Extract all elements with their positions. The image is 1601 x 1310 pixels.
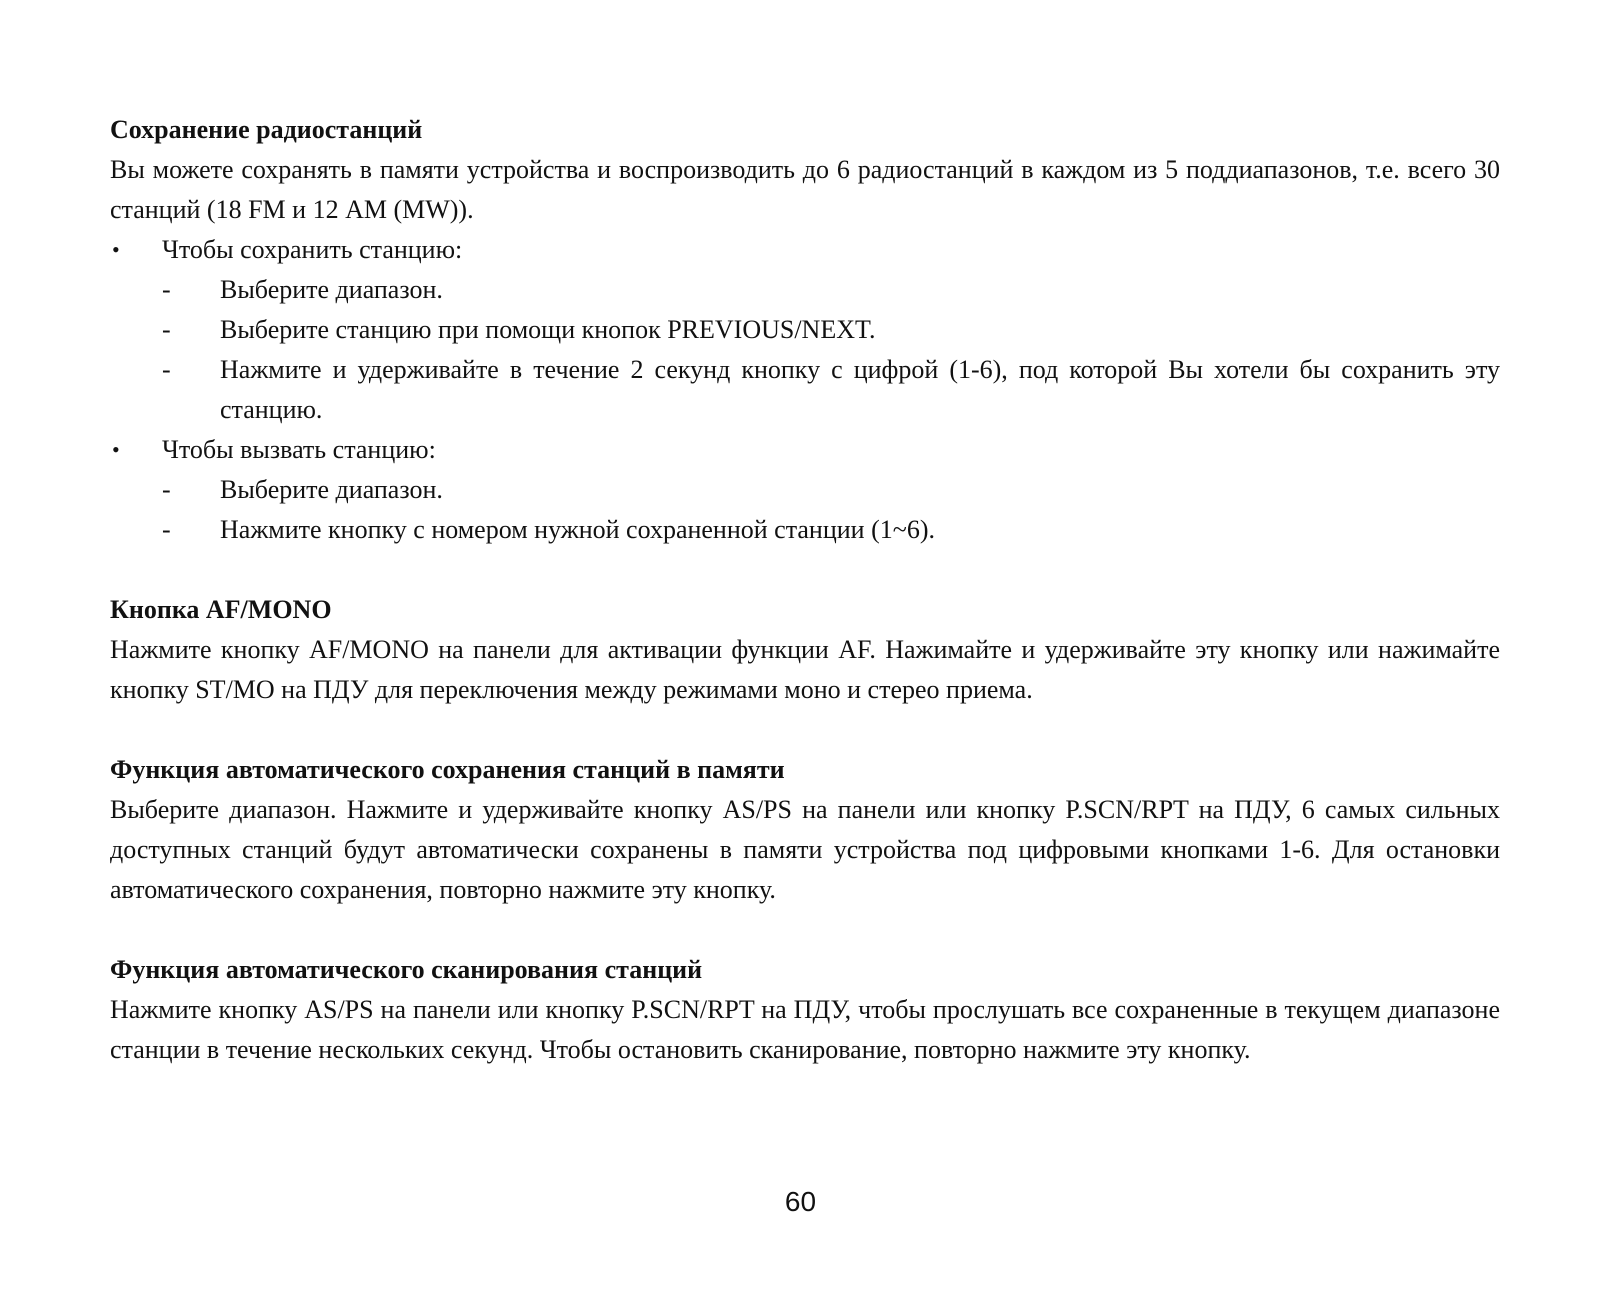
step-item bbox=[110, 270, 1500, 310]
section-save-stations bbox=[110, 110, 1500, 550]
section-spacer bbox=[110, 910, 1500, 950]
dash-marker: - bbox=[162, 475, 171, 504]
section-heading: Функция автоматического сохранения станций в памяти bbox=[110, 755, 785, 784]
bullet-marker: • bbox=[112, 437, 120, 462]
section-paragraph: Нажмите кнопку AF/MONO на панели для активации функции AF. Нажимайте и удерживайте эту кнопку или нажимайте кнопку ST/MO на ПДУ для переключения между режимами моно и стерео приема. bbox=[110, 635, 1500, 704]
section-auto-scan bbox=[110, 950, 1500, 1070]
section-heading: Сохранение радиостанций bbox=[110, 115, 423, 144]
step-item bbox=[110, 470, 1500, 510]
section-auto-store bbox=[110, 750, 1500, 910]
section-af-mono bbox=[110, 590, 1500, 710]
step-item bbox=[110, 510, 1500, 550]
step-item bbox=[110, 310, 1500, 350]
bullet-text: Чтобы сохранить станцию: bbox=[162, 235, 463, 264]
bullet-item bbox=[110, 430, 1500, 470]
section-paragraph: Вы можете сохранять в памяти устройства и воспроизводить до 6 радиостанций в каждом из 5 поддиапазонов, т.е. всего 30 станций (18 FM и 12 AM (MW)). bbox=[110, 155, 1500, 224]
step-text: Выберите диапазон. bbox=[220, 275, 443, 304]
section-paragraph: Выберите диапазон. Нажмите и удерживайте кнопку AS/PS на панели или кнопку P.SCN/RPT на ПДУ, 6 самых сильных доступных станций будут автоматически сохранены в памяти устройства под цифровыми кнопками 1-6. Для остановки автоматического сохранения, повторно нажмите эту кнопку. bbox=[110, 795, 1500, 904]
section-paragraph: Нажмите кнопку AS/PS на панели или кнопку P.SCN/RPT на ПДУ, чтобы прослушать все сохраненные в текущем диапазоне станции в течение нескольких секунд. Чтобы остановить сканирование, повторно нажмите эту кнопку. bbox=[110, 995, 1500, 1064]
section-heading: Функция автоматического сканирования станций bbox=[110, 955, 703, 984]
section-spacer bbox=[110, 710, 1500, 750]
step-text: Нажмите кнопку с номером нужной сохраненной станции (1~6). bbox=[220, 515, 935, 544]
step-text: Выберите диапазон. bbox=[220, 475, 443, 504]
page-number: 60 bbox=[784, 1186, 817, 1217]
step-item bbox=[110, 350, 1500, 430]
bullet-text: Чтобы вызвать станцию: bbox=[162, 435, 436, 464]
bullet-item bbox=[110, 230, 1500, 270]
section-spacer bbox=[110, 550, 1500, 590]
step-text: Нажмите и удерживайте в течение 2 секунд кнопку с цифрой (1-6), под которой Вы хотели бы сохранить эту станцию. bbox=[220, 355, 1500, 424]
section-heading: Кнопка AF/MONO bbox=[110, 595, 332, 624]
dash-marker: - bbox=[162, 315, 171, 344]
document-page bbox=[110, 110, 1500, 1070]
dash-marker: - bbox=[162, 515, 171, 544]
step-text: Выберите станцию при помощи кнопок PREVIOUS/NEXT. bbox=[220, 315, 876, 344]
dash-marker: - bbox=[162, 355, 171, 384]
bullet-marker: • bbox=[112, 237, 120, 262]
dash-marker: - bbox=[162, 275, 171, 304]
